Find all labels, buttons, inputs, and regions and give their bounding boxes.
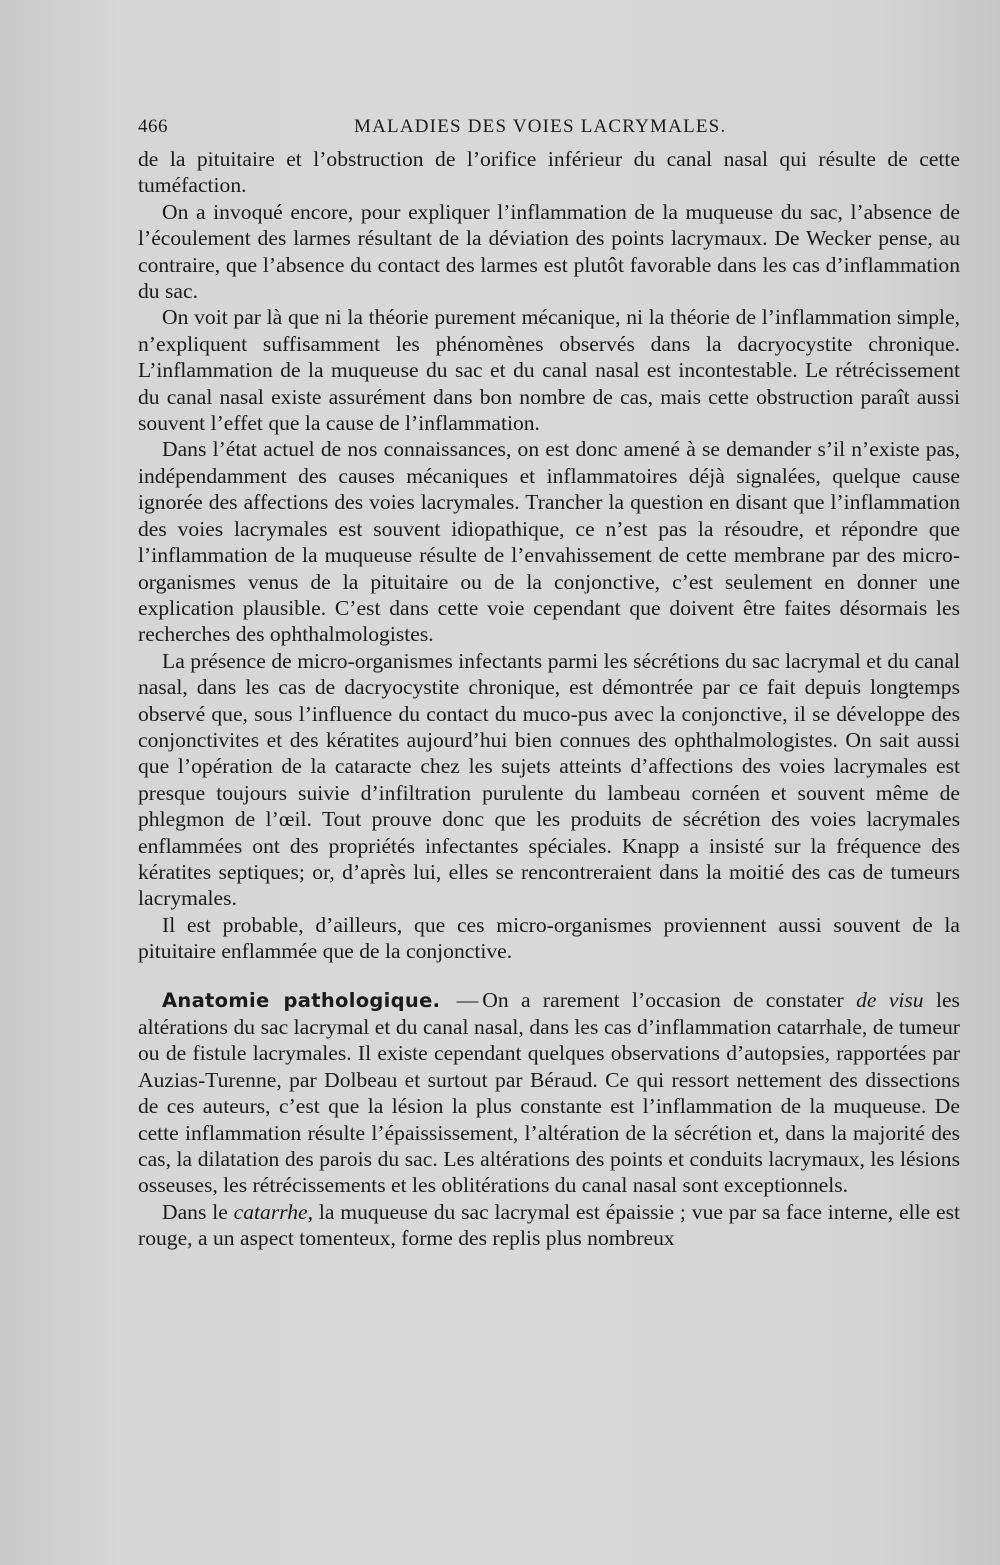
section-heading: Anatomie pathologique. — [162, 988, 441, 1012]
section-rest-text: les altérations du sac lacrymal et du canal nasal, dans les cas d’inflammation catarrhale, de tumeur ou de fistule lacrymales. Il existe cependant quelques observations d’autopsies, rapportées par Auzias-Turenne, par Dolbeau et surtout par Béraud. Ce qui ressort nettement des dissections de ces auteurs, c’est que la lésion la plus constante est l’inflammation de la muqueuse. De cette inflammation résulte l’épaississement, l’altération de la sécrétion et, dans la majorité des cas, la dilatation des parois du sac. Les altérations des points et conduits lacrymaux, les lésions osseuses, les rétrécissements et les oblitérations du canal nasal sont exceptionnels. — [138, 987, 960, 1198]
last-italic-word: catarrhe — [233, 1199, 308, 1224]
last-lead-text: Dans le — [162, 1199, 228, 1224]
section-dash: — — [456, 987, 479, 1012]
paragraph-4: Dans l’état actuel de nos connaissances, on est donc amené à se demander s’il n’existe pas, indépendamment des causes mécaniques et inflammatoires déjà signalées, quelque cause ignorée des affections des voies lacrymales. Trancher la question en disant que l’inflammation des voies lacrymales est souvent idiopathique, ce n’est pas la résoudre, et répondre que l’inflammation de la muqueuse résulte de l’envahissement de cette membrane par des microorganismes venus de la pituitaire ou de la conjonctive, c’est seulement en donner une explication plausible. C’est dans cette voie cependant que doivent être faites désormais les recherches des ophthalmologistes. — [138, 437, 960, 647]
book-page — [138, 112, 960, 1532]
section-paragraph — [138, 987, 960, 1199]
section-lead-text: On a rarement l’occasion de constater — [482, 987, 844, 1012]
paragraph-1: de la pituitaire et l’obstruction de l’orifice inférieur du canal nasal qui résulte de cette tuméfaction. — [138, 147, 960, 198]
body-text — [138, 146, 960, 1252]
paragraph-6: Il est probable, d’ailleurs, que ces micro-organismes proviennent aussi souvent de la pituitaire enflammée que de la conjonctive. — [138, 912, 960, 964]
paragraph-3: On voit par là que ni la théorie purement mécanique, ni la théorie de l’inflammation simple, n’expliquent suffisamment les phénomènes observés dans la dacryocystite chronique. L’inflammation de la muqueuse du sac et du canal nasal est incontestable. Le rétrécissement du canal nasal existe assurément dans bon nombre de cas, mais cette obstruction paraît aussi souvent l’effet que la cause de l’inflammation. — [138, 305, 960, 436]
last-paragraph — [138, 1199, 960, 1252]
running-title: MALADIES DES VOIES LACRYMALES. — [354, 116, 727, 137]
last-rest-text: , la muqueuse du sac lacrymal est épaissie ; vue par sa face interne, elle est rouge, a un aspect tomenteux, forme des replis plus nombreux — [138, 1199, 960, 1251]
page-number: 466 — [138, 116, 168, 137]
running-head — [138, 112, 960, 146]
paragraph-5: La présence de micro-organismes infectants parmi les sécrétions du sac lacrymal et du canal nasal, dans les cas de dacryocystite chronique, est démontrée par ce fait depuis longtemps observé que, sous l’influence du contact du muco-pus avec la conjonctive, il se développe des conjonctivites et des kératites aujourd’hui bien connues des ophthalmologistes. On sait aussi que l’opération de la cataracte chez les sujets atteints d’affections des voies lacrymales est presque toujours suivie d’infiltration purulente du lambeau cornéen et souvent même de phlegmon de l’œil. Tout prouve donc que les produits de sécrétion des voies lacrymales enflammées ont des propriétés infectantes spéciales. Knapp a insisté sur la fréquence des kératites septiques; or, d’après lui, elles se rencontreraient dans la moitié des cas de tumeurs lacrymales. — [138, 648, 960, 911]
paragraph-2: On a invoqué encore, pour expliquer l’inflammation de la muqueuse du sac, l’absence de l’écoulement des larmes résultant de la déviation des points lacrymaux. De Wecker pense, au contraire, que l’absence du contact des larmes est plutôt favorable dans les cas d’inflammation du sac. — [138, 199, 960, 304]
section-italic-phrase: de visu — [856, 987, 924, 1012]
